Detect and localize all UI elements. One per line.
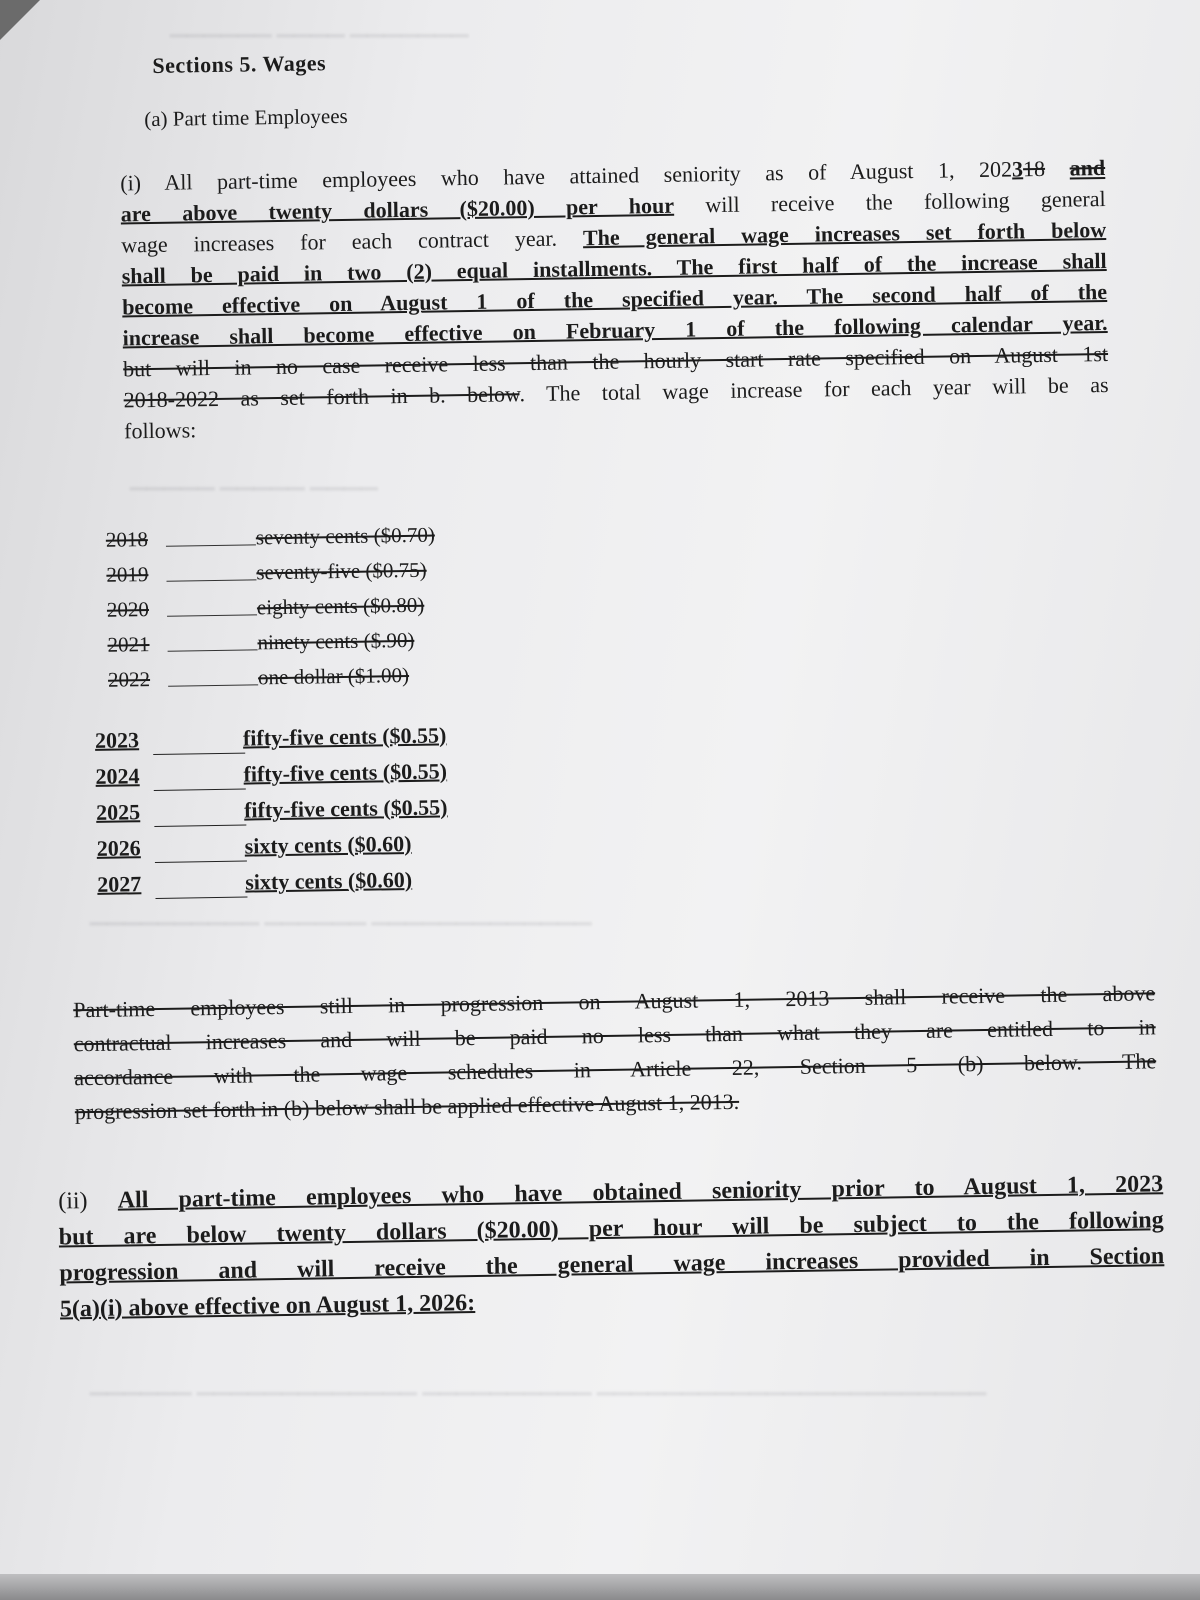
para2-line-3: accordance with the wage schedules in Article 22, Section 5 (b) below. The [74,1048,1157,1091]
old-amount: ninety cents ($.90) [257,627,415,655]
old-year: 2018 [105,527,149,552]
new-year: 2026 [96,835,141,861]
leader-line [167,579,257,581]
old-amount: seventy cents ($0.70) [255,522,436,550]
para3-line-3: progression and will receive the general wage increases provided in Section [59,1243,1165,1287]
old-year: 2020 [106,597,150,622]
old-amount: eighty cents ($0.80) [256,592,425,620]
para3-line-1: (ii) All part-time employees who have obtained seniority prior to August 1, 2023 [58,1171,1164,1215]
new-year: 2023 [94,727,140,753]
new-amount: sixty cents ($0.60) [244,830,412,859]
new-amount: fifty-five cents ($0.55) [243,758,448,787]
para1-line-4: shall be paid in two (2) equal installments. The first half of the increase shall [121,247,1107,289]
old-amount: one dollar ($1.00) [257,662,410,690]
section-heading: Sections 5. Wages [152,50,327,78]
page-bottom-edge [0,1574,1200,1600]
paragraph-below-twenty-dollars [58,1166,1165,1327]
old-year: 2022 [107,667,151,692]
bleed-through-mark: ▁▁▁▁▁ ▁▁▁▁▁ ▁▁▁▁ [130,465,378,490]
old-year: 2021 [107,632,150,657]
leader-line [168,649,258,651]
para3-line-4: 5(a)(i) above effective on August 1, 2026: [59,1290,476,1323]
old-increase-row [108,661,548,703]
old-amount: seventy-five ($0.75) [256,557,427,585]
para1-line-5: become effective on August 1 of the specified year. The second half of the [122,278,1108,320]
leader-line [167,614,257,616]
new-amount: sixty cents ($0.60) [245,866,413,895]
para2-line-4: progression set forth in (b) below shall be applied effective August 1, 2013. [74,1088,740,1125]
new-amount: fifty-five cents ($0.55) [242,722,447,751]
new-increase-row [97,865,558,908]
subsection-title: (a) Part time Employees [144,103,348,132]
leader-line [155,861,247,863]
paragraph-progression-struck [73,976,1157,1129]
leader-line [154,789,246,791]
para1-line-7: but will in no case receive less than the hourly start rate specified on August 1st [122,340,1109,382]
para3-line-2: but are below twenty dollars ($20.00) per hour will be subject to the following [58,1207,1164,1251]
para2-line-1: Part-time employees still in progression on August 1, 2013 shall receive the above [73,980,1156,1023]
new-year: 2024 [95,763,140,789]
para2-line-2: contractual increases and will be paid no less than what they are entitled to in [73,1014,1156,1057]
para1-line-3: wage increases for each contract year. The general wage increases set forth below [121,216,1107,258]
old-increase-schedule [106,521,549,703]
leader-line [168,684,258,686]
para1-line-6: increase shall become effective on February 1 of the following calendar year. [122,309,1108,351]
bleed-through-mark: ▁▁▁▁▁▁ ▁▁▁▁ ▁▁▁▁▁▁▁ [170,12,469,37]
leader-line [155,897,247,899]
leader-line [154,825,246,827]
new-year: 2027 [97,871,142,897]
bleed-through-mark: ▁▁▁▁▁▁ ▁▁▁▁▁▁▁▁▁▁▁▁▁ ▁▁▁▁▁▁▁▁▁▁ ▁▁▁▁▁▁▁▁▁▁▁▁▁▁▁▁▁▁▁▁▁▁▁ [90,1370,987,1395]
new-year: 2025 [95,799,141,825]
para1-line-1: (i) All part-time employees who have attained seniority as of August 1, 202318 and [120,154,1106,196]
para1-line-2: are above twenty dollars ($20.00) per hour will receive the following general [120,185,1106,227]
leader-line [153,753,245,755]
new-increase-schedule [95,721,558,908]
old-year: 2019 [106,562,149,587]
new-amount: fifty-five cents ($0.55) [243,794,448,823]
para1-line-8: 2018-2022 as set forth in b. below. The total wage increase for each year will be as [123,371,1109,413]
paragraph-part-time-general-increase [120,152,1109,446]
bleed-through-mark: ▁▁▁▁▁▁▁▁▁▁ ▁▁▁▁▁▁ ▁▁▁▁▁▁▁▁▁▁▁▁▁ [90,900,592,925]
para1-line-9: follows: [123,417,197,444]
leader-line [166,544,256,546]
